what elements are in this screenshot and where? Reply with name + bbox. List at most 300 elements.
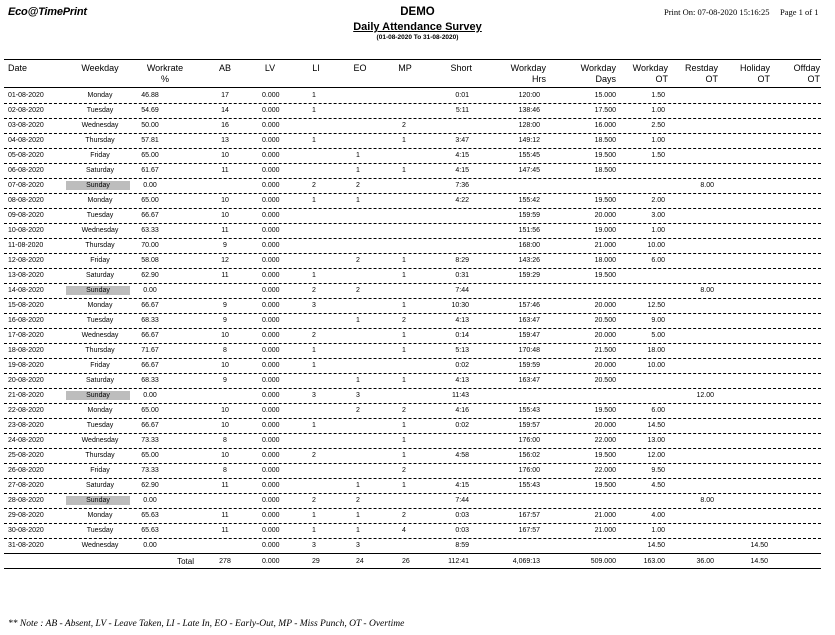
total-workday-hrs: 4,069:13 — [512, 558, 540, 565]
cell-weekday: Sunday — [66, 181, 130, 190]
cell-date: 10-08-2020 — [8, 227, 44, 234]
cell-date: 09-08-2020 — [8, 212, 44, 219]
cell-weekday: Wednesday — [81, 122, 119, 129]
cell-short: 5:11 — [455, 107, 469, 114]
cell-workday-hrs: 155:45 — [518, 152, 540, 159]
cell-date: 19-08-2020 — [8, 362, 44, 369]
cell-li: 1 — [312, 107, 316, 114]
col-header-holiday-ot-unit: OT — [757, 74, 770, 84]
cell-short: 3:47 — [455, 137, 469, 144]
row-separator — [4, 328, 821, 329]
cell-ab: 9 — [223, 242, 227, 249]
cell-short: 0:14 — [455, 332, 469, 339]
cell-workday-ot: 2.50 — [651, 122, 665, 129]
col-header-li: LI — [312, 63, 320, 73]
cell-date: 06-08-2020 — [8, 167, 44, 174]
cell-ab: 11 — [221, 272, 229, 279]
row-separator — [4, 343, 821, 344]
cell-workday-ot: 9.50 — [651, 467, 665, 474]
cell-workday-ot: 9.00 — [651, 317, 665, 324]
cell-workday-days: 21.500 — [594, 347, 616, 354]
table-row — [0, 480, 835, 495]
cell-workrate: 73.33 — [141, 467, 159, 474]
cell-ab: 17 — [221, 92, 229, 99]
cell-lv: 0.000 — [262, 197, 280, 204]
cell-workday-ot: 1.00 — [651, 137, 665, 144]
cell-short: 4:58 — [455, 452, 469, 459]
cell-workday-days: 19.500 — [594, 482, 616, 489]
col-header-workday-hrs-unit: Hrs — [532, 74, 546, 84]
cell-weekday: Thursday — [85, 137, 115, 144]
cell-date: 02-08-2020 — [8, 107, 44, 114]
cell-weekday: Thursday — [85, 452, 115, 459]
report-title-text: Daily Attendance Survey — [353, 21, 482, 33]
cell-ab: 13 — [221, 137, 229, 144]
row-separator — [4, 373, 821, 374]
cell-workday-days: 19.500 — [594, 272, 616, 279]
cell-workday-days: 21.000 — [594, 512, 616, 519]
cell-li: 1 — [312, 362, 316, 369]
table-row — [0, 135, 835, 150]
cell-workday-days: 20.500 — [594, 377, 616, 384]
row-separator — [4, 118, 821, 119]
cell-workrate: 65.00 — [141, 452, 159, 459]
cell-eo: 1 — [356, 377, 360, 384]
row-separator — [4, 448, 821, 449]
cell-mp: 1 — [402, 482, 406, 489]
cell-workday-ot: 10.00 — [647, 242, 665, 249]
cell-short: 7:44 — [455, 287, 469, 294]
table-row — [0, 90, 835, 105]
cell-workday-hrs: 159:57 — [518, 422, 540, 429]
cell-lv: 0.000 — [262, 92, 280, 99]
cell-weekday: Tuesday — [86, 527, 114, 534]
cell-workday-hrs: 157:46 — [518, 302, 540, 309]
total-eo: 24 — [356, 558, 364, 565]
cell-workrate: 66.67 — [141, 332, 159, 339]
total-workday-ot: 163.00 — [643, 558, 665, 565]
row-separator — [4, 508, 821, 509]
row-separator — [4, 208, 821, 209]
row-separator — [4, 283, 821, 284]
cell-date: 22-08-2020 — [8, 407, 44, 414]
cell-workday-ot: 13.00 — [647, 437, 665, 444]
cell-workday-days: 15.000 — [594, 92, 616, 99]
cell-weekday: Saturday — [85, 377, 115, 384]
cell-workday-days: 19.500 — [594, 407, 616, 414]
table-row — [0, 105, 835, 120]
cell-workday-days: 17.500 — [594, 107, 616, 114]
cell-workday-hrs: 155:43 — [518, 407, 540, 414]
table-row — [0, 270, 835, 285]
cell-weekday: Monday — [87, 92, 113, 99]
cell-date: 07-08-2020 — [8, 182, 44, 189]
cell-eo: 1 — [356, 167, 360, 174]
table-row — [0, 465, 835, 480]
cell-date: 15-08-2020 — [8, 302, 44, 309]
cell-workday-days: 20.000 — [594, 332, 616, 339]
cell-li: 3 — [312, 392, 316, 399]
row-separator — [4, 148, 821, 149]
cell-weekday: Thursday — [85, 347, 115, 354]
cell-ab: 10 — [221, 452, 229, 459]
total-restday-ot: 36.00 — [696, 558, 714, 565]
cell-workday-days: 18.000 — [594, 257, 616, 264]
cell-workday-days: 20.000 — [594, 212, 616, 219]
cell-workrate: 68.33 — [141, 377, 159, 384]
cell-workrate: 58.08 — [141, 257, 159, 264]
cell-date: 27-08-2020 — [8, 482, 44, 489]
cell-date: 13-08-2020 — [8, 272, 44, 279]
cell-ab: 8 — [223, 467, 227, 474]
cell-workday-ot: 2.00 — [651, 197, 665, 204]
cell-workrate: 68.33 — [141, 317, 159, 324]
col-header-workday-days: Workday — [580, 63, 616, 73]
cell-lv: 0.000 — [262, 512, 280, 519]
cell-workrate: 50.00 — [141, 122, 159, 129]
cell-workday-ot: 4.00 — [651, 512, 665, 519]
cell-date: 08-08-2020 — [8, 197, 44, 204]
cell-li: 2 — [312, 287, 316, 294]
cell-short: 11:43 — [452, 392, 469, 399]
cell-weekday: Tuesday — [86, 212, 114, 219]
col-header-workday-days-unit: Days — [595, 74, 616, 84]
cell-lv: 0.000 — [262, 392, 280, 399]
cell-weekday: Sunday — [66, 496, 130, 505]
row-separator — [4, 433, 821, 434]
cell-li: 1 — [312, 422, 316, 429]
table-row — [0, 210, 835, 225]
table-row — [0, 525, 835, 540]
table-row — [0, 285, 835, 300]
cell-ab: 9 — [223, 377, 227, 384]
total-lv: 0.000 — [262, 558, 280, 565]
table-row — [0, 330, 835, 345]
cell-ab: 8 — [223, 437, 227, 444]
cell-lv: 0.000 — [262, 257, 280, 264]
cell-lv: 0.000 — [262, 542, 280, 549]
cell-lv: 0.000 — [262, 347, 280, 354]
cell-lv: 0.000 — [262, 317, 280, 324]
cell-short: 4:15 — [455, 167, 469, 174]
cell-workday-hrs: 170:48 — [518, 347, 540, 354]
table-row — [0, 510, 835, 525]
cell-ab: 14 — [221, 107, 229, 114]
cell-workrate: 0.00 — [143, 542, 157, 549]
cell-date: 12-08-2020 — [8, 257, 44, 264]
cell-workday-days: 20.500 — [594, 317, 616, 324]
cell-date: 26-08-2020 — [8, 467, 44, 474]
cell-workday-hrs: 167:57 — [518, 527, 540, 534]
cell-workday-days: 16.000 — [594, 122, 616, 129]
cell-weekday: Tuesday — [86, 422, 114, 429]
cell-ab: 9 — [223, 302, 227, 309]
table-row — [0, 375, 835, 390]
col-header-ab: AB — [218, 63, 231, 73]
cell-mp: 2 — [402, 317, 406, 324]
cell-workday-days: 20.000 — [594, 362, 616, 369]
cell-eo: 1 — [356, 512, 360, 519]
cell-date: 25-08-2020 — [8, 452, 44, 459]
cell-short: 7:36 — [455, 182, 469, 189]
report-title — [0, 21, 835, 33]
cell-date: 28-08-2020 — [8, 497, 44, 504]
cell-weekday: Sunday — [66, 286, 130, 295]
cell-weekday: Saturday — [85, 272, 115, 279]
table-row — [0, 390, 835, 405]
cell-workday-days: 19.500 — [594, 197, 616, 204]
cell-weekday: Friday — [90, 257, 110, 264]
cell-workday-hrs: 159:59 — [518, 212, 540, 219]
cell-date: 18-08-2020 — [8, 347, 44, 354]
cell-weekday: Wednesday — [81, 542, 119, 549]
row-separator — [4, 403, 821, 404]
col-header-short: Short — [450, 63, 472, 73]
col-header-weekday: Weekday — [81, 63, 119, 73]
cell-short: 5:13 — [455, 347, 469, 354]
cell-date: 17-08-2020 — [8, 332, 44, 339]
cell-li: 2 — [312, 332, 316, 339]
cell-lv: 0.000 — [262, 287, 280, 294]
table-row — [0, 450, 835, 465]
cell-eo: 1 — [356, 317, 360, 324]
cell-workday-ot: 1.50 — [651, 92, 665, 99]
cell-short: 0:03 — [455, 527, 469, 534]
cell-workrate: 0.00 — [143, 182, 157, 189]
cell-ab: 16 — [221, 122, 229, 129]
total-label: Total — [177, 557, 194, 566]
col-header-offday-ot-unit: OT — [807, 74, 820, 84]
cell-eo: 3 — [356, 542, 360, 549]
report-date-range: (01-08-2020 To 31-08-2020) — [376, 34, 459, 41]
page-number: Page 1 of 1 — [780, 7, 819, 17]
cell-lv: 0.000 — [262, 167, 280, 174]
cell-li: 2 — [312, 182, 316, 189]
cell-workday-ot: 3.00 — [651, 212, 665, 219]
cell-workrate: 62.90 — [141, 272, 159, 279]
row-separator — [4, 268, 821, 269]
cell-ab: 10 — [221, 422, 229, 429]
cell-workday-hrs: 138:46 — [518, 107, 540, 114]
cell-lv: 0.000 — [262, 482, 280, 489]
company-name: DEMO — [400, 6, 435, 18]
table-row — [0, 240, 835, 255]
cell-date: 16-08-2020 — [8, 317, 44, 324]
cell-workday-days: 19.000 — [594, 227, 616, 234]
row-separator — [4, 133, 821, 134]
total-bottom-rule — [4, 568, 821, 569]
col-header-date: Date — [8, 63, 28, 73]
legend-note: ** Note : AB - Absent, LV - Leave Taken, LI - Late In, EO - Early-Out, MP - Miss Punch, OT - Overtime — [8, 619, 405, 629]
cell-ab: 11 — [221, 512, 229, 519]
cell-short: 8:59 — [455, 542, 469, 549]
cell-workday-ot: 14.50 — [647, 542, 665, 549]
col-header-restday-ot-unit: OT — [705, 74, 718, 84]
cell-workday-days: 20.000 — [594, 302, 616, 309]
table-row — [0, 225, 835, 240]
cell-workrate: 0.00 — [143, 497, 157, 504]
table-row — [0, 120, 835, 135]
cell-workrate: 0.00 — [143, 287, 157, 294]
cell-weekday: Tuesday — [86, 107, 114, 114]
cell-ab: 10 — [221, 362, 229, 369]
col-header-workday-ot-unit: OT — [655, 74, 668, 84]
cell-li: 1 — [312, 527, 316, 534]
cell-workday-ot: 5.00 — [651, 332, 665, 339]
total-ab: 278 — [219, 558, 231, 565]
cell-mp: 1 — [402, 272, 406, 279]
cell-short: 0:02 — [455, 422, 469, 429]
cell-eo: 1 — [356, 152, 360, 159]
cell-lv: 0.000 — [262, 407, 280, 414]
cell-workrate: 46.88 — [141, 92, 159, 99]
cell-eo: 1 — [356, 482, 360, 489]
cell-workrate: 73.33 — [141, 437, 159, 444]
cell-ab: 10 — [221, 407, 229, 414]
cell-workday-hrs: 149:12 — [518, 137, 540, 144]
row-separator — [4, 358, 821, 359]
row-separator — [4, 463, 821, 464]
cell-workday-hrs: 176:00 — [518, 437, 540, 444]
cell-eo: 2 — [356, 287, 360, 294]
table-row — [0, 165, 835, 180]
table-row — [0, 360, 835, 375]
cell-mp: 1 — [402, 332, 406, 339]
col-header-workrate: Workrate — [146, 63, 184, 73]
cell-workrate: 70.00 — [141, 242, 159, 249]
header-top-rule — [4, 59, 821, 60]
cell-lv: 0.000 — [262, 227, 280, 234]
cell-lv: 0.000 — [262, 362, 280, 369]
cell-workday-hrs: 156:02 — [518, 452, 540, 459]
total-top-rule — [4, 553, 821, 554]
cell-lv: 0.000 — [262, 527, 280, 534]
cell-weekday: Thursday — [85, 242, 115, 249]
cell-weekday: Wednesday — [81, 332, 119, 339]
cell-date: 01-08-2020 — [8, 92, 44, 99]
cell-mp: 1 — [402, 347, 406, 354]
cell-workday-hrs: 155:43 — [518, 482, 540, 489]
total-li: 29 — [312, 558, 320, 565]
cell-workrate: 57.81 — [141, 137, 159, 144]
cell-ab: 10 — [221, 152, 229, 159]
row-separator — [4, 103, 821, 104]
cell-ab: 9 — [223, 317, 227, 324]
cell-weekday: Friday — [90, 152, 110, 159]
table-row — [0, 150, 835, 165]
cell-mp: 1 — [402, 167, 406, 174]
cell-weekday: Monday — [87, 302, 113, 309]
table-row — [0, 405, 835, 420]
row-separator — [4, 193, 821, 194]
cell-mp: 1 — [402, 257, 406, 264]
cell-eo: 2 — [356, 497, 360, 504]
table-row — [0, 255, 835, 270]
cell-short: 4:13 — [455, 317, 469, 324]
cell-workday-hrs: 168:00 — [518, 242, 540, 249]
total-short: 112:41 — [448, 558, 469, 565]
col-header-workrate-unit: % — [160, 74, 169, 84]
row-separator — [4, 178, 821, 179]
header-bottom-rule — [4, 87, 821, 88]
cell-lv: 0.000 — [262, 212, 280, 219]
cell-lv: 0.000 — [262, 302, 280, 309]
cell-workrate: 54.69 — [141, 107, 159, 114]
brand-logo-text: Eco@TimePrint — [8, 6, 87, 18]
cell-short: 0:01 — [455, 92, 469, 99]
row-separator — [4, 418, 821, 419]
cell-mp: 1 — [402, 422, 406, 429]
cell-mp: 2 — [402, 512, 406, 519]
cell-workday-days: 19.500 — [594, 452, 616, 459]
cell-restday-ot: 8.00 — [700, 497, 714, 504]
cell-li: 1 — [312, 272, 316, 279]
cell-workday-days: 21.000 — [594, 242, 616, 249]
cell-workday-days: 21.000 — [594, 527, 616, 534]
cell-ab: 10 — [221, 212, 229, 219]
cell-weekday: Saturday — [85, 482, 115, 489]
cell-mp: 1 — [402, 137, 406, 144]
cell-date: 31-08-2020 — [8, 542, 44, 549]
cell-workday-days: 20.000 — [594, 422, 616, 429]
cell-weekday: Friday — [90, 467, 110, 474]
cell-weekday: Saturday — [85, 167, 115, 174]
cell-mp: 1 — [402, 452, 406, 459]
table-row — [0, 300, 835, 315]
cell-workday-days: 18.500 — [594, 167, 616, 174]
cell-short: 4:13 — [455, 377, 469, 384]
cell-li: 1 — [312, 92, 316, 99]
cell-eo: 1 — [356, 527, 360, 534]
cell-weekday: Wednesday — [81, 227, 119, 234]
cell-workrate: 71.67 — [141, 347, 159, 354]
cell-workday-hrs: 147:45 — [518, 167, 540, 174]
cell-lv: 0.000 — [262, 377, 280, 384]
cell-workrate: 63.33 — [141, 227, 159, 234]
cell-date: 20-08-2020 — [8, 377, 44, 384]
cell-workday-ot: 4.50 — [651, 482, 665, 489]
cell-workrate: 66.67 — [141, 302, 159, 309]
cell-short: 0:02 — [455, 362, 469, 369]
cell-holiday-ot: 14.50 — [750, 542, 768, 549]
col-header-workday-ot: Workday — [632, 63, 668, 73]
cell-date: 24-08-2020 — [8, 437, 44, 444]
cell-lv: 0.000 — [262, 242, 280, 249]
cell-workrate: 0.00 — [143, 392, 157, 399]
cell-li: 1 — [312, 197, 316, 204]
table-row — [0, 420, 835, 435]
cell-mp: 2 — [402, 122, 406, 129]
cell-workrate: 62.90 — [141, 482, 159, 489]
cell-workrate: 66.67 — [141, 212, 159, 219]
cell-weekday: Wednesday — [81, 437, 119, 444]
cell-eo: 2 — [356, 182, 360, 189]
col-header-lv: LV — [264, 63, 276, 73]
table-row — [0, 180, 835, 195]
row-separator — [4, 538, 821, 539]
cell-weekday: Sunday — [66, 391, 130, 400]
cell-workrate: 65.00 — [141, 152, 159, 159]
cell-workday-days: 22.000 — [594, 467, 616, 474]
col-header-eo: EO — [353, 63, 367, 73]
col-header-offday-ot: Offday — [793, 63, 820, 73]
cell-date: 23-08-2020 — [8, 422, 44, 429]
cell-lv: 0.000 — [262, 437, 280, 444]
cell-workday-hrs: 143:26 — [518, 257, 540, 264]
print-timestamp: Print On: 07-08-2020 15:16:25 — [664, 7, 770, 17]
total-holiday-ot: 14.50 — [750, 558, 768, 565]
cell-workday-ot: 12.00 — [647, 452, 665, 459]
